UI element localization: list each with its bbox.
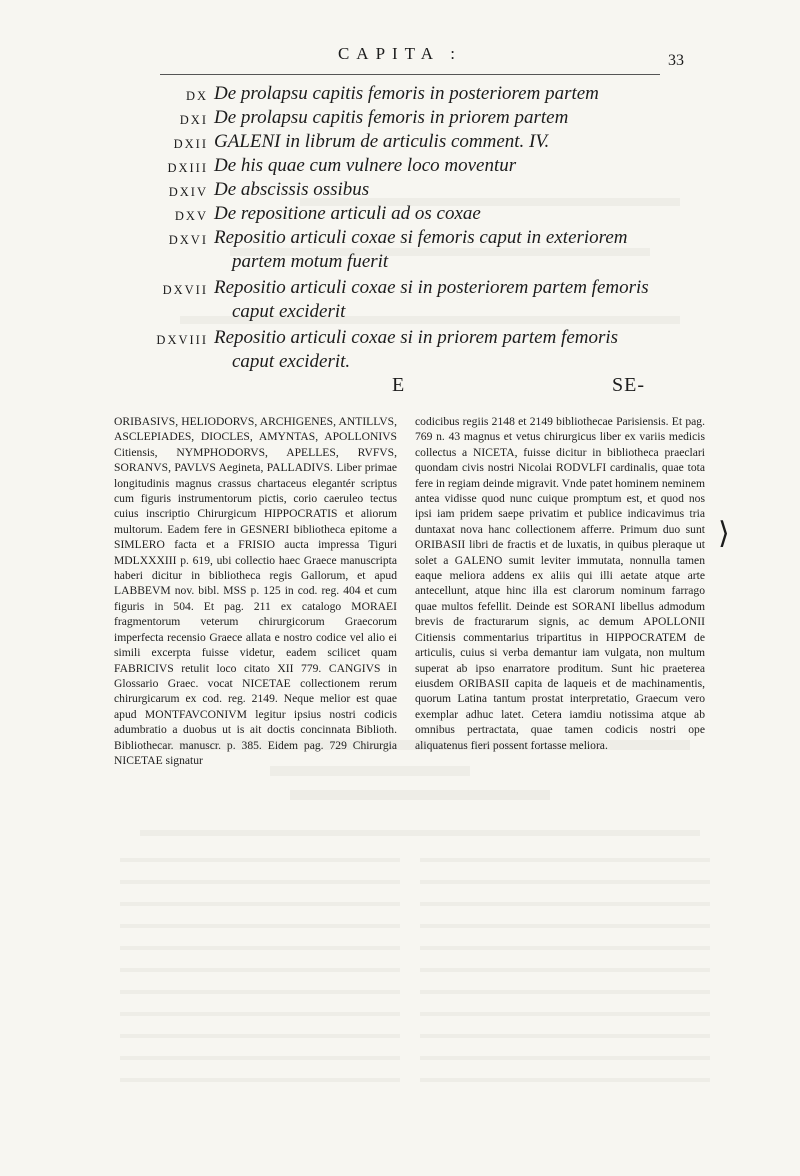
chapter-number: DXIII [167,161,208,175]
chapter-number: DXV [174,209,208,223]
chapter-title: De prolapsu capitis femoris in priorem partem [214,107,569,128]
chapter-number: DX [185,89,208,103]
chapter-number: DXVI [168,233,208,247]
chapter-number: DXVIII [156,333,208,347]
chapter-title: De repositione articuli ad os coxae [214,203,481,224]
chapter-title: De prolapsu capitis femoris in posteriorem partem [214,83,599,104]
header-rule [160,74,660,75]
footnote-left-column: ORIBASIVS, HELIODORVS, ARCHIGENES, ANTILLVS, ASCLEPIADES, DIOCLES, AMYNTAS, APOLLONIVS Citiensis, NYMPHODORVS, APELLES, RVFVS, SORANVS, PAVLVS Aegineta, PALLADIVS. Liber primae longitudinis magnus crassus chartaceus elegantér scriptus cum figuris instrumentorum pictis, corio caeruleo tectus cuius inscriptio Chirurgicum HIPPOCRATIS et aliorum multorum. Eadem fere in GESNERI bibliotheca epitome a SIMLERO facta et a FRISIO aucta impressa Tiguri MDLXXXIII p. 619, ubi collectio haec Graece manuscripta haberi dicitur in bibliotheca regis Gallorum, et apud LABBEVM nov. bibl. MSS p. 125 in cod. reg. 404 et cum figuris in 504. Et pag. 211 ex catalogo MORAEI fragmentorum veterum chirurgicorum Graecorum imperfecta recensio Graece allata e nostro codice vel alio ei simili excerpta fuisse videtur, eadem scilicet quam FABRICIVS retulit loco citato XII 779. CANGIVS in Glossario Graec. vocat NICETAE collectionem rerum chirurgicarum ex cod. reg. 2149. Neque melior est quae apud MONTFAVCONIVM legitur ipsius nostri codicis adumbratio a duobus ut is ait doctis concinnata Biblioth. Bibliothecar. manuscr. p. 385. Eidem pag. 729 Chirurgia NICETAE signatur [114,415,397,767]
chapter-number: DXII [173,137,208,151]
chapter-title: De abscissis ossibus [214,179,370,200]
catchword-left: E [392,374,405,396]
chapter-number: DXIV [168,185,208,199]
page-number: 33 [668,52,684,69]
chapter-title: De his quae cum vulnere loco moventur [214,155,517,176]
margin-bracket-mark: ⟩ [718,517,730,550]
chapter-title: Repositio articuli coxae si in posteriorem partem femoris caput exciderit [214,277,649,322]
catchword-right: SE- [612,374,645,396]
chapter-title: GALENI in librum de articulis comment. IV. [214,131,550,152]
chapter-title: Repositio articuli coxae si in priorem partem femoris caput exciderit. [214,327,619,372]
chapter-title: Repositio articuli coxae si femoris caput in exteriorem partem motum fuerit [214,227,628,272]
chapter-number: DXI [179,113,208,127]
running-header: CAPITA : [337,44,463,63]
chapter-number: DXVII [162,283,208,297]
footnote-right-column: codicibus regiis 2148 et 2149 bibliothecae Parisiensis. Et pag. 769 n. 43 magnus et vetus chirurgicus liber ex variis medicis collectus a NICETA, fuisse dicitur in bibliotheca praeclari quondam civis nostri Nicolai RODVLFI cardinalis, quae tota fere in regiam deinde migravit. Vnde patet hominem neminem antea vidisse quod nunc cuique promptum est, et quod nos ipsi iam pridem saepe privatim et publice indicavimus tria duntaxat nova hanc collectionem afferre. Primum duo sunt ORIBASII libri de fractis et de luxatis, in quibus pleraque ut solet a GALENO sumit leviter immutata, nonnulla tamen eaque meliora addens ex aliis qui illi aetate atque arte antecellunt, atque hinc illa est clarorum nominum farrago quae multos fefellit. Deinde est SORANI libellus admodum brevis de fracturarum signis, ac demum APOLLONII Citiensis commentarius tripartitus in HIPPOCRATEM de articulis, cuius si verba demantur iam vulgata, non multum superat ab ipso enarratore proditum. Sunt hic praeterea eiusdem ORIBASII capita de laqueis et de machinamentis, quorum Latina tantum prostat interpretatio, Graecum vero exemplar adhuc latet. Cetera iamdiu notissima atque ab omnibus pertractata, quae tamen codicis nostri ope aliquatenus fieri possent fortasse meliora. [415,415,705,752]
